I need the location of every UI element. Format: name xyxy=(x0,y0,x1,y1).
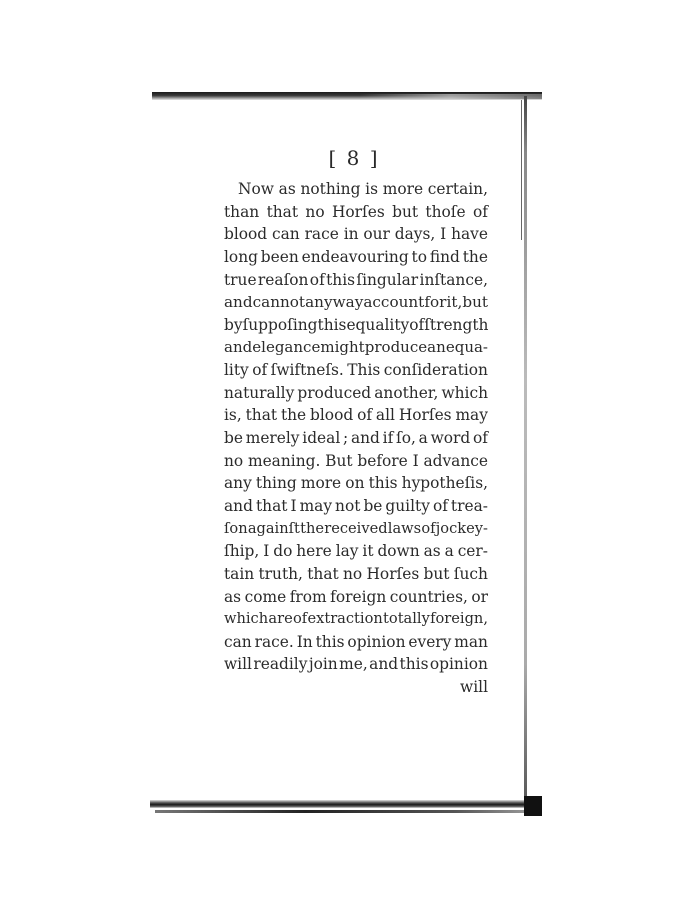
text-line: which are of extraction totally foreign, xyxy=(224,610,488,628)
catchword: will xyxy=(460,678,488,697)
text-line: any thing more on this hypotheſis, xyxy=(224,474,488,493)
text-line: and elegance might produce an equa- xyxy=(224,338,488,357)
text-line: as come from foreign countries, or xyxy=(224,587,488,606)
text-line: ſhip, I do here lay it down as a cer- xyxy=(224,542,488,561)
text-line: and cannot any way account for it, but xyxy=(224,293,488,312)
page-edge-bottom-shadow xyxy=(155,810,530,813)
text-line: blood can race in our days, I have xyxy=(224,225,488,244)
text-line: naturally produced another, which xyxy=(224,383,488,402)
text-line: is, that the blood of all Horſes may xyxy=(224,406,488,425)
text-line: than that no Horſes but thoſe of xyxy=(224,202,488,221)
text-line: be merely ideal ; and if ſo, a word of xyxy=(224,429,488,448)
text-line: true reaſon of this ſingular inſtance, xyxy=(224,270,488,289)
text-line: by ſuppoſing this equality of ſtrength xyxy=(224,315,489,334)
text-line: tain truth, that no Horſes but ſuch xyxy=(224,564,488,583)
text-line: long been endeavouring to find the xyxy=(224,247,488,266)
body-text xyxy=(224,178,488,699)
text-line: Now as nothing is more certain, xyxy=(238,180,488,198)
text-line: no meaning. But before I advance xyxy=(224,451,488,470)
page-edge-right-shadow xyxy=(521,100,522,240)
text-line: and that I may not be guilty of trea- xyxy=(224,496,488,515)
page-edge-right xyxy=(524,96,527,806)
text-line: will readily join me, and this opinion xyxy=(224,655,488,674)
text-line: can race. In this opinion every man xyxy=(224,632,488,651)
text-line: ſon againſt the received laws of jockey- xyxy=(224,519,488,537)
text-line: lity of ſwiftneſs. This conſideration xyxy=(224,361,488,380)
page-number: [ 8 ] xyxy=(328,146,380,170)
page-edge-bottom xyxy=(150,800,530,808)
page-edge-top-highlight xyxy=(360,94,542,99)
page-corner-bottom-right xyxy=(524,796,542,816)
